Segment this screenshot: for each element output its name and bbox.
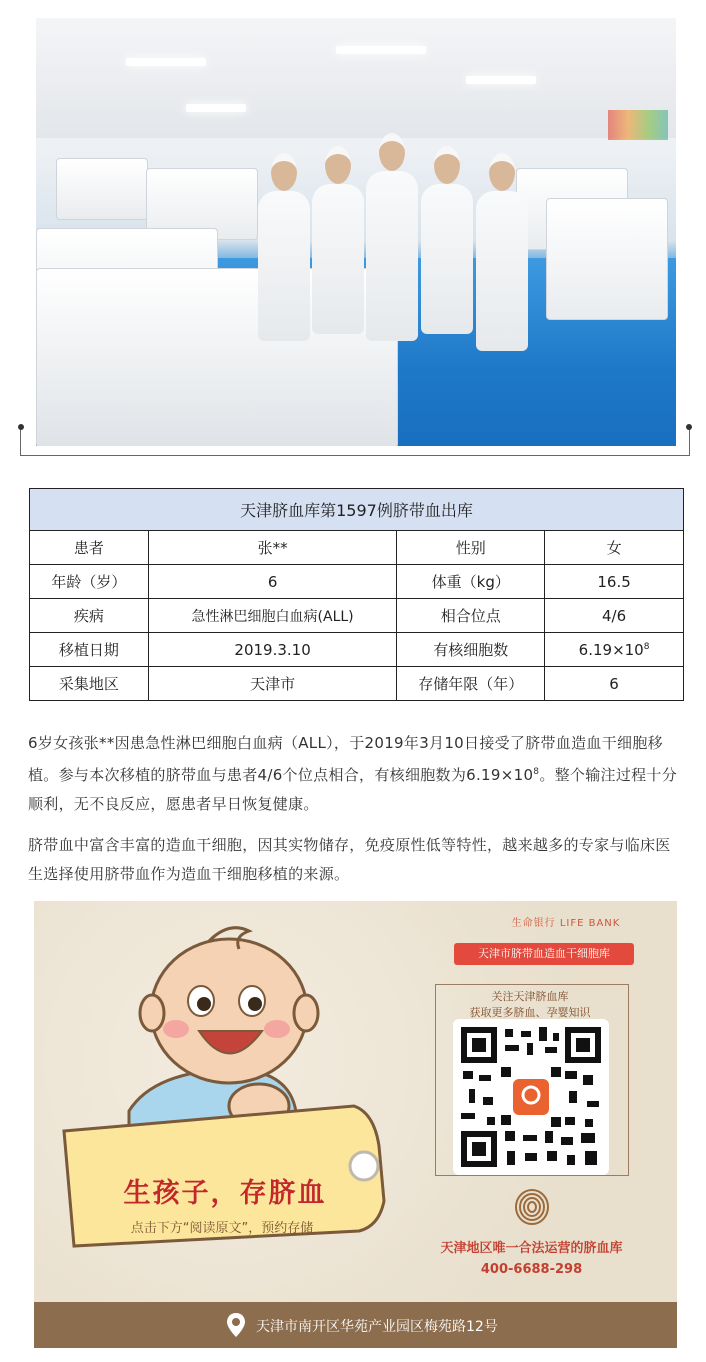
photo-ceiling <box>36 18 676 138</box>
bank-name-ribbon: 天津市脐带血造血干细胞库 <box>454 943 634 965</box>
qr-code[interactable] <box>453 1019 609 1175</box>
photo-person <box>476 153 528 351</box>
paragraph-case-text: 6岁女孩张**因患急性淋巴细胞白血病（ALL），于2019年3月10日接受了脐带血造血干细胞移植。参与本次移植的脐带血与患者4/6个位点相合，有核细胞数为6.19×10 <box>28 734 663 784</box>
photo-person <box>258 153 310 341</box>
qr-code-icon <box>461 1027 601 1167</box>
cell-count-base: 6.19×10 <box>578 640 644 659</box>
table-row <box>30 599 684 633</box>
table-value: 4/6 <box>545 599 684 633</box>
location-pin-icon <box>226 1313 246 1337</box>
fingerprint-icon <box>514 1188 550 1226</box>
table-value: 天津市 <box>148 667 397 701</box>
table-label: 疾病 <box>30 599 149 633</box>
tag-subtitle[interactable]: 点击下方“阅读原文”，预约存储 <box>130 1221 314 1236</box>
table-label: 存储年限（年） <box>397 667 545 701</box>
photo-person <box>421 146 473 334</box>
cell-count-exponent: 8 <box>643 641 650 652</box>
qr-title-line2: 获取更多脐血、孕婴知识 <box>469 1006 591 1019</box>
slogan: 天津地区唯一合法运营的脐血库 <box>440 1241 623 1256</box>
lab-photo <box>36 18 676 446</box>
photo-lamp <box>466 76 536 84</box>
table-label: 有核细胞数 <box>397 633 545 667</box>
paragraph-exponent: 8 <box>533 767 540 777</box>
photo-person <box>366 133 418 341</box>
table-label: 年龄（岁） <box>30 565 149 599</box>
photo-wall-chart <box>608 110 668 140</box>
table-row <box>30 531 684 565</box>
address-text: 天津市南开区华苑产业园区梅苑路12号 <box>256 1319 498 1335</box>
address-bar <box>34 1302 677 1348</box>
paragraph-case-tail: 。整个输注过程十分顺利，无不良反应，愿患者早日恢复健康。 <box>28 766 678 813</box>
photo-person <box>312 146 364 334</box>
phone-number[interactable]: 400-6688-298 <box>480 1262 583 1277</box>
table-label: 体重（kg） <box>397 565 545 599</box>
table-value <box>545 633 684 667</box>
qr-title <box>444 989 616 1021</box>
photo-freezer <box>546 198 668 320</box>
photo-lamp <box>126 58 206 66</box>
table-label: 患者 <box>30 531 149 565</box>
table-value: 女 <box>545 531 684 565</box>
photo-lamp <box>336 46 426 54</box>
promo-poster[interactable] <box>34 901 677 1302</box>
photo-lamp <box>186 104 246 112</box>
table-value: 16.5 <box>545 565 684 599</box>
tag-title: 生孩子，存脐血 <box>123 1178 327 1209</box>
table-value: 张** <box>148 531 397 565</box>
qr-title-line1: 关注天津脐血库 <box>491 990 569 1003</box>
table-label: 移植日期 <box>30 633 149 667</box>
photo-freezer <box>56 158 148 220</box>
paragraph-case <box>28 729 680 819</box>
table-row <box>30 565 684 599</box>
table-value: 2019.3.10 <box>148 633 397 667</box>
photo-bracket <box>20 427 690 457</box>
table-row <box>30 633 684 667</box>
table-value: 6 <box>148 565 397 599</box>
table-row <box>30 667 684 701</box>
table-value: 6 <box>545 667 684 701</box>
transplant-info-table <box>29 488 684 701</box>
brand-logo-text: 生命银行 LIFE BANK <box>511 918 621 929</box>
table-label: 相合位点 <box>397 599 545 633</box>
table-caption: 天津脐血库第1597例脐带血出库 <box>30 489 684 531</box>
table-label: 性别 <box>397 531 545 565</box>
table-label: 采集地区 <box>30 667 149 701</box>
paragraph-cord-blood: 脐带血中富含丰富的造血干细胞，因其实物储存，免疫原性低等特性，越来越多的专家与临床医生选择使用脐带血作为造血干细胞移植的来源。 <box>28 836 671 883</box>
table-value: 急性淋巴细胞白血病(ALL) <box>148 599 397 633</box>
